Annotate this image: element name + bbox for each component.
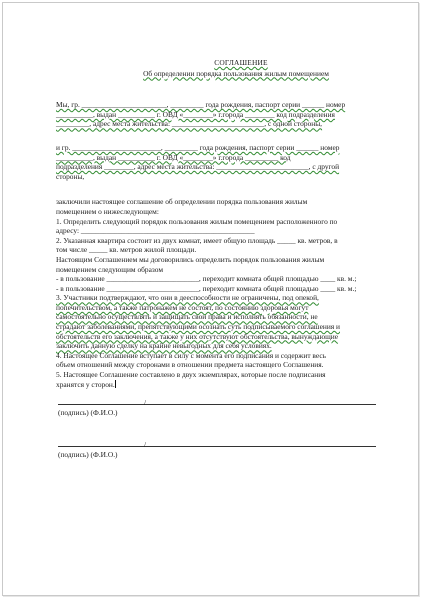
- body-line: попечительством, а также патронажем не состоят, по состоянию здоровья могут: [56, 302, 309, 312]
- signature-caption: (подпись) (Ф.И.О.): [58, 450, 118, 459]
- body-line: помещением о нижеследующем:: [56, 206, 159, 216]
- body-line: обстоятельств его заключения, а также у них отсутствуют обстоятельства, вынуждающие: [56, 331, 339, 341]
- body-line-last: [56, 380, 386, 390]
- party-one-line: Мы, гр. _______________________, _________ года рождения, паспорт серии ______ номер: [56, 100, 346, 110]
- signature-block-one: [58, 398, 376, 417]
- party-one: [56, 100, 386, 129]
- body-line: 1. Определить следующий порядок пользования жилым помещением расположенного по: [56, 216, 338, 226]
- body-line: Настоящим Соглашением мы договорились определить порядок пользования жилым: [56, 254, 325, 264]
- signature-slash: /: [144, 398, 147, 407]
- signature-line[interactable]: [58, 440, 376, 449]
- party-two-line: и гр. ________________________, _________ года рождения, паспорт серии ______ номер: [56, 142, 340, 152]
- party-one-line: _________, адрес места жительства: _________________________, с одной стороны,: [56, 119, 323, 129]
- body-line: 2. Указанная квартира состоит из двух комнат, имеет общую площадь _____ кв. метров, в: [56, 235, 338, 245]
- body-line-last-text: хранятся у сторон.: [56, 379, 115, 389]
- party-two: [56, 143, 386, 181]
- body-line: объем отношений между сторонами в отношении предмета настоящего Соглашения.: [56, 360, 324, 370]
- body-line: 3. Участники подтверждают, что они в дееспособности не ограничены, под опекой,: [56, 293, 319, 303]
- text-cursor: [115, 380, 116, 388]
- doc-subtitle: [86, 69, 386, 79]
- signature-caption: (подпись) (Ф.И.О.): [58, 408, 118, 417]
- doc-title-text: СОГЛАШЕНИЕ: [214, 58, 268, 67]
- doc-title: [96, 58, 386, 68]
- body-line: 5. Настоящее Соглашение составлено в двух экземплярах, которые после подписания: [56, 370, 326, 380]
- signature-slash: /: [144, 440, 147, 449]
- body-line: - в пользование _________________________, переходит комната общей площадью ____ кв. м.;: [56, 274, 357, 284]
- body-line: 4. Настоящее Соглашение вступает в силу с момента его подписания и содержит весь: [56, 350, 326, 360]
- party-one-line: __________, выдан __________ г. ОВД «________» г.города ________ код подразделения: [56, 109, 335, 119]
- doc-subtitle-text: Об определении порядка пользования жилым помещением: [143, 68, 329, 78]
- party-two-line: __________, выдан __________ г. ОВД «________» г.города _________ код: [56, 152, 291, 162]
- body-line: самостоятельно осуществлять и защищать свои права и исполнять обязанности, не: [56, 312, 318, 322]
- party-two-line: стороны,: [56, 171, 85, 181]
- document-body: [56, 58, 386, 389]
- body-line: страдают заболеваниями, препятствующими осознать суть подписываемого соглашения и: [56, 322, 340, 332]
- signature-line[interactable]: [58, 398, 376, 407]
- party-two-line: подразделения ________, адрес места жительства: _________________________, с другой: [56, 162, 340, 172]
- signature-block-two: [58, 440, 376, 459]
- body-line: заключили настоящее соглашение об определении порядка пользования жилым: [56, 197, 308, 207]
- body-line: адресу: _______________________________________________: [56, 226, 255, 236]
- body-line: заключить данную сделку на крайне невыгодных для себя условиях.: [56, 341, 272, 351]
- agreement-body: [56, 197, 386, 389]
- body-line: том числе _____ кв. метров жилой площади.: [56, 245, 197, 255]
- body-line: - в пользование _________________________, переходит комната общей площадью ____ кв. м.;: [56, 283, 357, 293]
- body-line: помещением следующим образом: [56, 264, 163, 274]
